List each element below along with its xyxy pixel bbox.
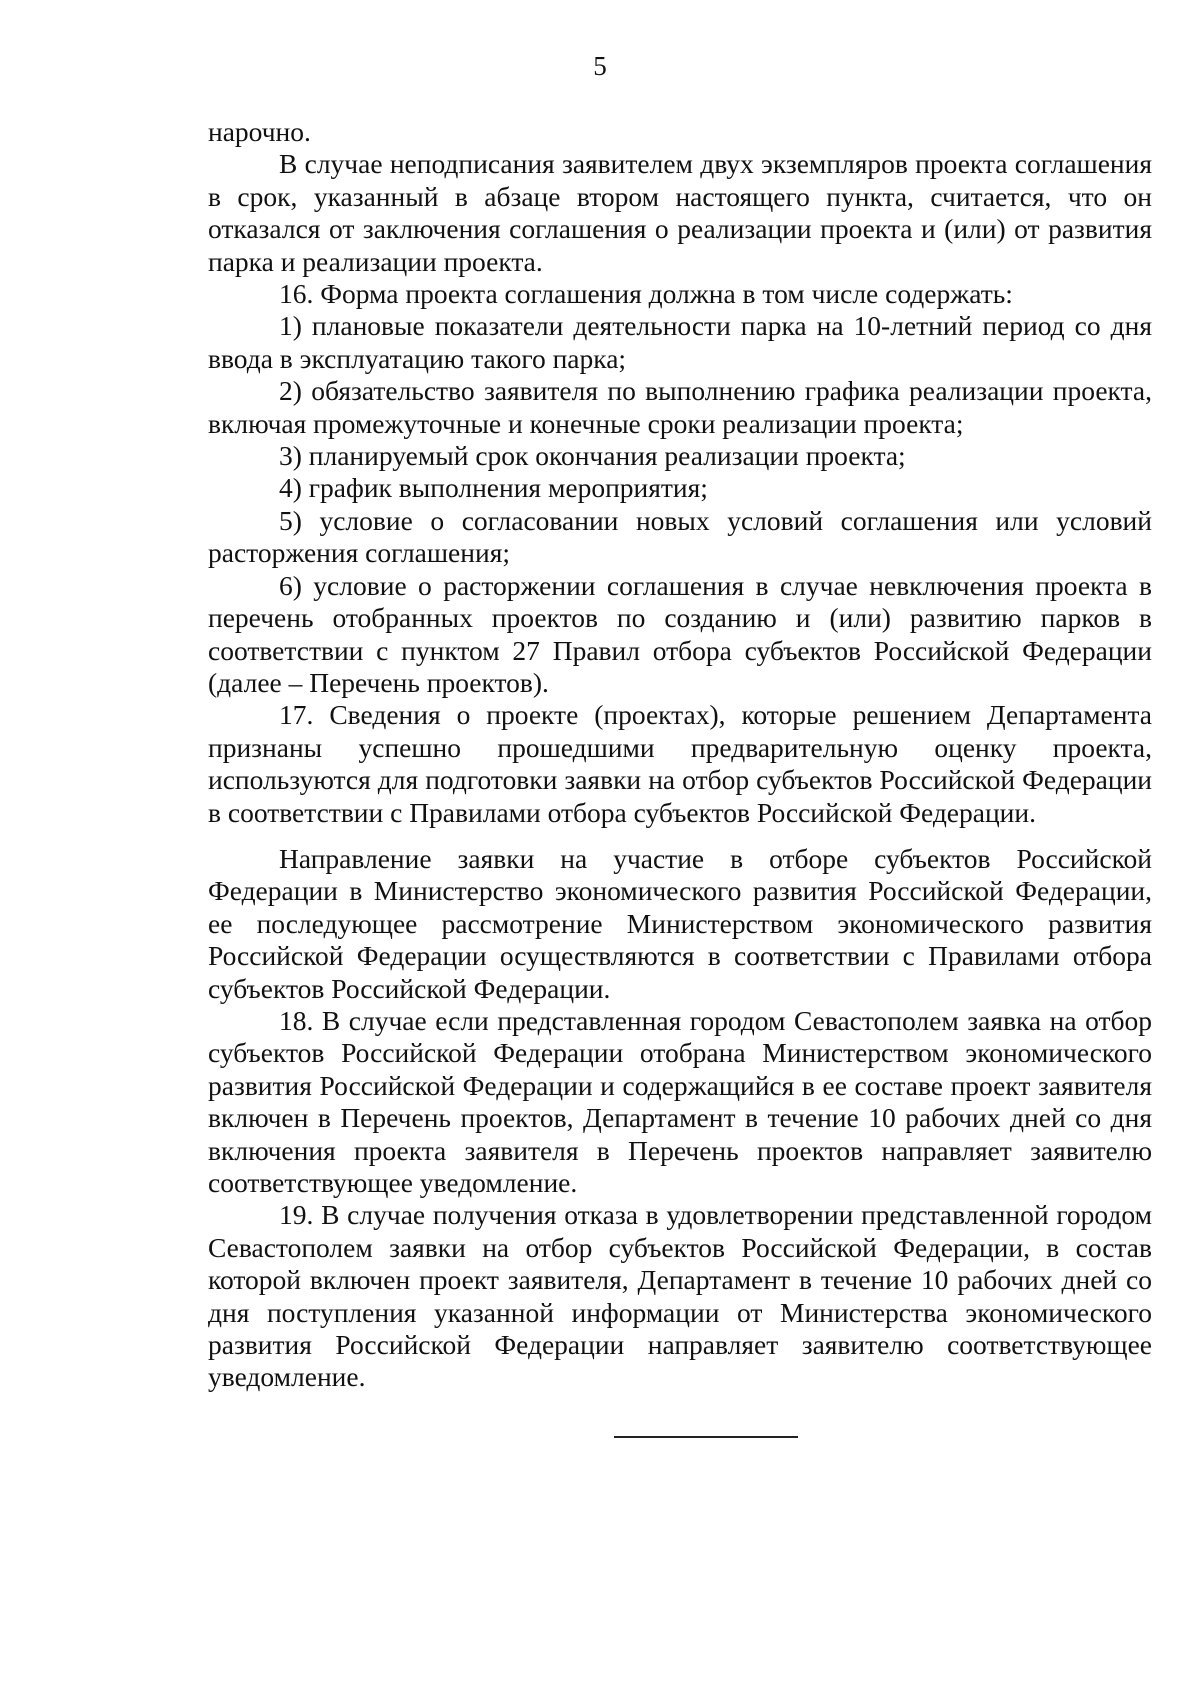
document-body <box>208 116 1152 1394</box>
page-number: 5 <box>593 51 607 81</box>
paragraph-16: 16. Форма проекта соглашения должна в том числе содержать: <box>279 278 1013 310</box>
list-item-4: 4) график выполнения мероприятия; <box>279 472 708 504</box>
paragraph-18: 18. В случае если представленная городом Севастополем заявка на отбор субъектов Российской Федерации отобрана Министерством экономического развития Российской Федерации и содержащийся в ее составе проект заявителя включен в Перечень проектов, Департамент в течение 10 рабочих дней со дня включения проекта заявителя в Перечень проектов направляет заявителю соответствующее уведомление. <box>208 1004 1152 1198</box>
list-item-5: 5) условие о согласовании новых условий соглашения или условий расторжения соглашения; <box>208 504 1152 569</box>
end-of-document-rule <box>614 1436 798 1438</box>
list-item-1: 1) плановые показатели деятельности парка на 10-летний период со дня ввода в эксплуатацию такого парка; <box>208 310 1152 374</box>
paragraph-unsigned-agreement: В случае неподписания заявителем двух экземпляров проекта соглашения в срок, указанный в абзаце втором настоящего пункта, считается, что он отказался от заключения соглашения о реализации проекта и (или) от развития парка и реализации проекта. <box>208 148 1152 277</box>
paragraph-continuation: нарочно. <box>208 116 311 147</box>
paragraph-application-direction: Направление заявки на участие в отборе субъектов Российской Федерации в Министерство экономического развития Российской Федерации, ее последующее рассмотрение Министерством экономического развития Российской Федерации осуществляются в соответствии с Правилами отбора субъектов Российской Федерации. <box>208 842 1152 1004</box>
paragraph-17: 17. Сведения о проекте (проектах), которые решением Департамента признаны успешно прошедшими предварительную оценку проекта, используются для подготовки заявки на отбор субъектов Российской Федерации в соответствии с Правилами отбора субъектов Российской Федерации. <box>208 699 1152 828</box>
list-item-2: 2) обязательство заявителя по выполнению графика реализации проекта, включая промежуточные и конечные сроки реализации проекта; <box>208 375 1152 439</box>
list-item-3: 3) планируемый срок окончания реализации проекта; <box>279 440 906 472</box>
paragraph-19: 19. В случае получения отказа в удовлетворении представленной городом Севастополем заявки на отбор субъектов Российской Федерации, в состав которой включен проект заявителя, Департамент в течение 10 рабочих дней со дня поступления указанной информации от Министерства экономического развития Российской Федерации направляет заявителю соответствующее уведомление. <box>208 1199 1152 1393</box>
list-item-6: 6) условие о расторжении соглашения в случае невключения проекта в перечень отобранных проектов по созданию и (или) развитию парков в соответствии с пунктом 27 Правил отбора субъектов Российской Федерации (далее – Перечень проектов). <box>208 569 1152 698</box>
